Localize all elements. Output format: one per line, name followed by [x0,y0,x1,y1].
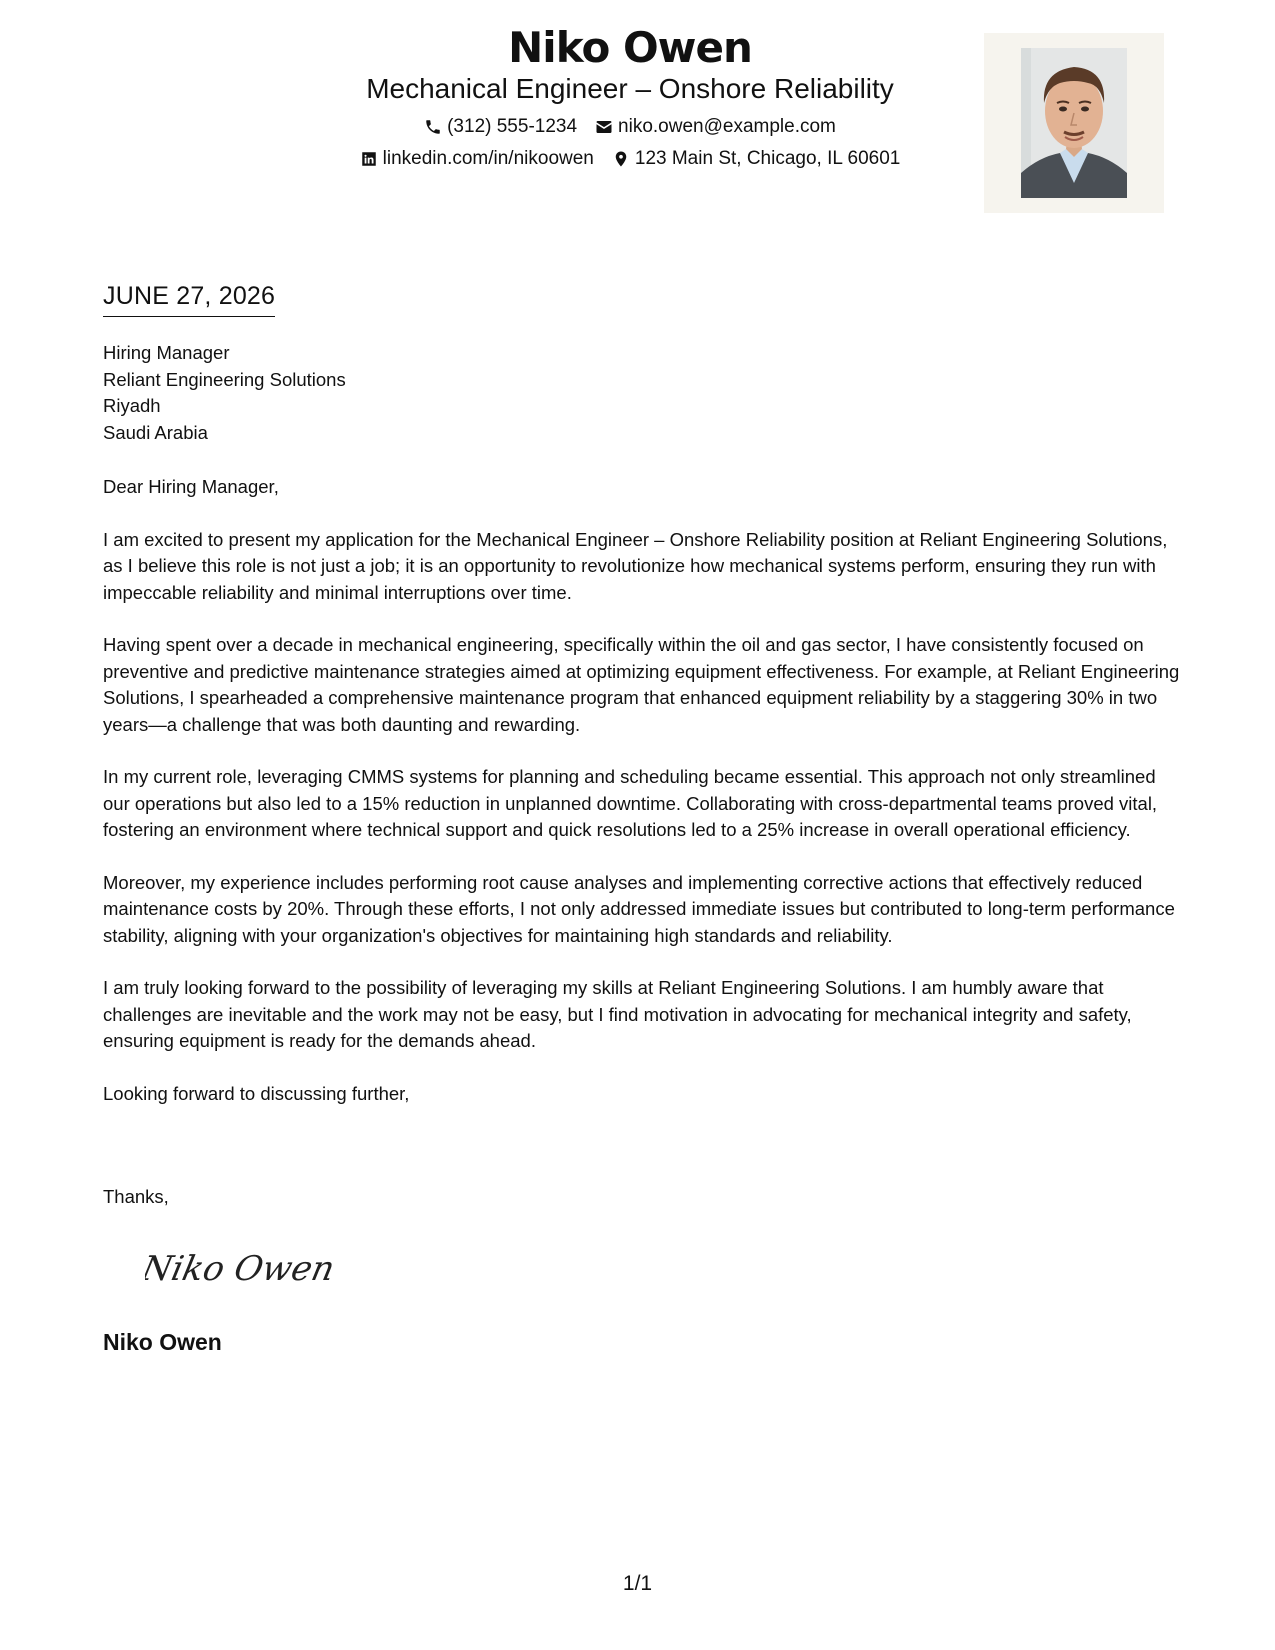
signoff: Thanks, [103,1186,169,1207]
letter-body [103,474,1183,1133]
recipient-line: Reliant Engineering Solutions [103,368,346,390]
job-title: Mechanical Engineer – Onshore Reliability [366,73,894,104]
signature-text: Niko Owen [145,1249,335,1289]
address-text: 123 Main St, Chicago, IL 60601 [634,148,901,169]
body-paragraph: I am excited to present my application for the Mechanical Engineer – Onshore Reliability position at Reliant Engineering Solutions, as I believe this role is not just a job; it is an opportunity to revolutionize how mechanical systems perform, ensuring they run with impeccable reliability and minimal interruptions over time. [103,528,1168,603]
contact-email[interactable] [595,115,836,139]
linkedin-text: linkedin.com/in/nikoowen [382,148,594,169]
envelope-icon [595,118,613,136]
closing-line: Looking forward to discussing further, [103,1082,410,1104]
salutation: Dear Hiring Manager, [103,476,279,497]
recipient-block [103,340,346,446]
recipient-line: Riyadh [103,395,161,416]
letter-date: JUNE 27, 2026 [103,280,275,317]
page-number: 1/1 [622,1572,653,1595]
email-text: niko.owen@example.com [618,116,836,137]
linkedin-icon [360,150,378,168]
body-paragraph: I am truly looking forward to the possibility of leveraging my skills at Reliant Engineering Solutions. I am humbly aware that challenges are inevitable and the work may not be easy, but I find motivation in advocating for mechanical integrity and safety, ensuring equipment is ready for the demands ahead. [103,977,1132,1051]
portrait-image [984,33,1164,213]
body-paragraph: In my current role, leveraging CMMS systems for planning and scheduling became essential. This approach not only streamlined our operations but also led to a 15% reduction in unplanned downtime. Collaborating with cross-departmental teams proved vital, fostering an environment where technical support and quick resolutions led to a 25% increase in overall operational efficiency. [103,766,1158,840]
body-paragraph: Moreover, my experience includes performing root cause analyses and implementing corrective actions that effectively reduced maintenance costs by 20%. Through these efforts, I not only addressed immediate issues but contributed to long-term performance stability, aligning with your organization's objectives for maintaining high standards and reliability. [103,871,1175,946]
contact-address [612,147,900,171]
applicant-name: Niko Owen [508,23,752,72]
phone-icon [424,118,442,136]
signer-name: Niko Owen [103,1329,222,1355]
contact-phone [424,115,577,139]
recipient-line: Hiring Manager [103,342,230,363]
signature-image [145,1238,335,1298]
profile-photo [984,33,1164,213]
recipient-line: Saudi Arabia [103,421,208,443]
body-paragraph: Having spent over a decade in mechanical engineering, specifically within the oil and gas sector, I have consistently focused on preventive and predictive maintenance strategies aimed at optimizing equipment effectiveness. For example, at Reliant Engineering Solutions, I spearheaded a comprehensive maintenance program that enhanced equipment reliability by a staggering 30% in two years—a challenge that was both daunting and rewarding. [103,634,1180,735]
map-pin-icon [612,150,630,168]
contact-linkedin[interactable] [360,147,594,171]
phone-text: (312) 555-1234 [447,116,578,137]
